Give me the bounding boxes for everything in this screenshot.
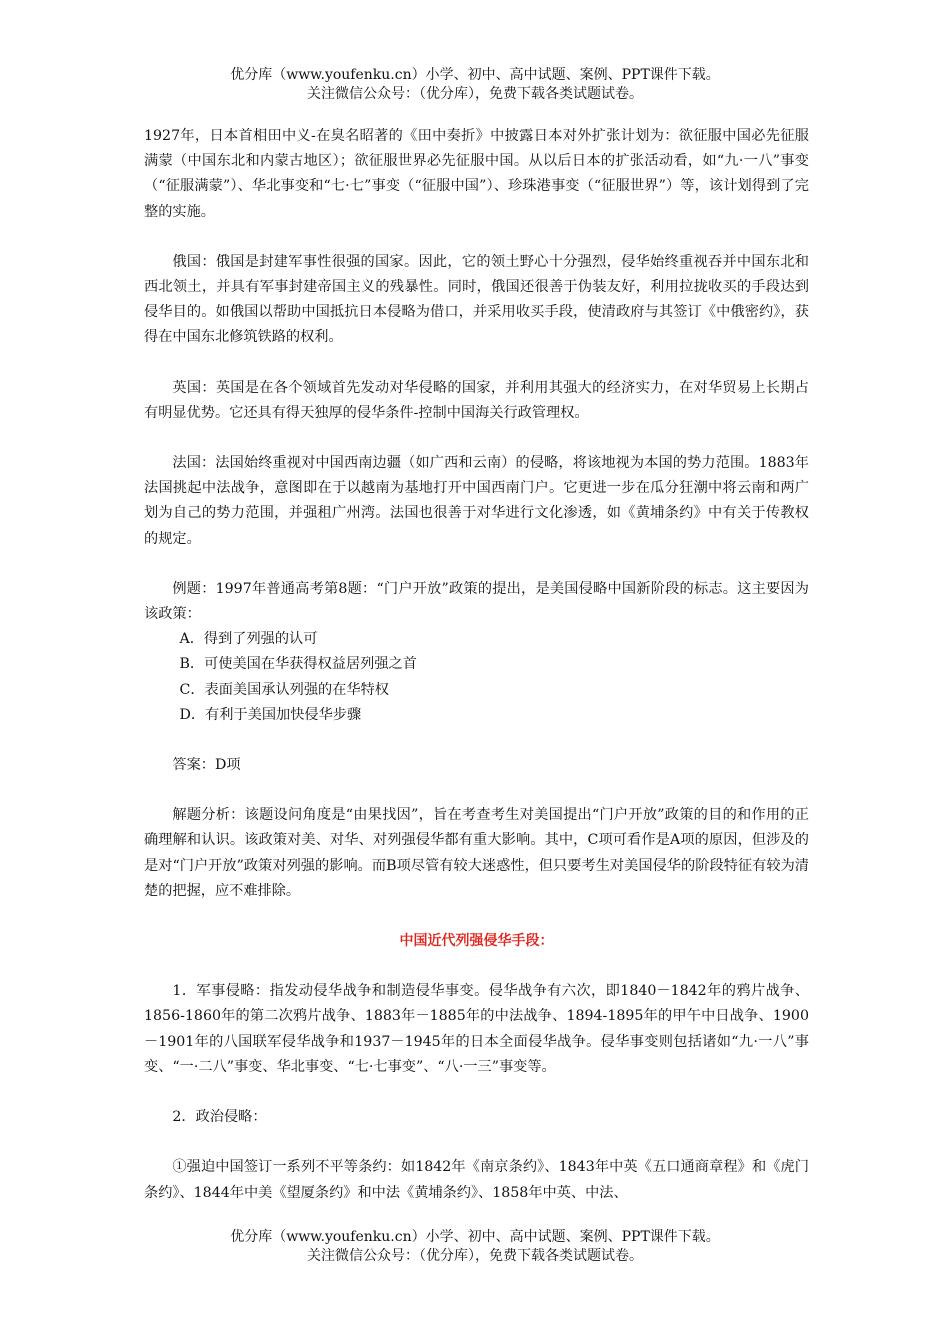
paragraph-france: 法国：法国始终重视对中国西南边疆（如广西和云南）的侵略，将该地视为本国的势力范围。1883年法国挑起中法战争，意图即在于以越南为基地打开中国西南门户。它更进一步在瓜分狂潮中将云南和两广划为自己的势力范围，并强租广州湾。法国也很善于对华进行文化渗透，如《黄埔条约》中有关于传教权的规定。 (144, 455, 809, 547)
option-d: D．有利于美国加快侵华步骤 (179, 706, 362, 723)
paragraph-japan: 1927年，日本首相田中义-在臭名昭著的《田中奏折》中披露日本对外扩张计划为：欲征服中国必先征服满蒙（中国东北和内蒙古地区）；欲征服世界必先征服中国。从以后日本的扩张活动看，如“九·一八”事变（“征服满蒙”）、华北事变和“七·七”事变（“征服中国”）、珍珠港事变（“征服世界”）等，该计划得到了完整的实施。 (144, 128, 809, 220)
option-c: C．表面美国承认列强的在华特权 (179, 681, 389, 698)
analysis: 解题分析：该题设问角度是“由果找因”，旨在考查考生对美国提出“门户开放”政策的目的和作用的正确理解和认识。该政策对美、对华、对列强侵华都有重大影响。其中，C项可看作是A项的原因，但涉及的是对“门户开放”政策对列强的影响。而B项尽管有较大迷惑性，但只要考生对美国侵华的阶段特征有较为清楚的把握，应不难排除。 (144, 807, 809, 899)
paragraph-political: 2．政治侵略： (172, 1109, 267, 1126)
footer-line-2: 关注微信公众号：（优分库），免费下载各类试题试卷。 (307, 1248, 643, 1264)
option-b: B．可使美国在华获得权益居列强之首 (179, 656, 417, 673)
answer-options (144, 627, 809, 728)
paragraph-russia: 俄国：俄国是封建军事性很强的国家。因此，它的领土野心十分强烈，侵华始终重视吞并中国东北和西北领土，并具有军事封建帝国主义的残暴性。同时，俄国还很善于伪装友好，利用拉拢收买的手段达到侵华目的。如俄国以帮助中国抵抗日本侵略为借口，并采用收买手段，使清政府与其签订《中俄密约》，获得在中国东北修筑铁路的权利。 (144, 253, 809, 346)
paragraph-treaties: ①强迫中国签订一系列不平等条约：如1842年《南京条约》、1843年中英《五口通商章程》和《虎门条约》、1844年中美《望厦条约》和中法《黄埔条约》、1858年中英、中法、 (144, 1159, 809, 1201)
document-body (144, 124, 809, 1206)
footer-line-1: 优分库（www.youfenku.cn）小学、初中、高中试题、案例、PPT课件下载。 (230, 1229, 720, 1245)
header-line-2: 关注微信公众号：（优分库），免费下载各类试题试卷。 (307, 86, 643, 102)
paragraph-britain: 英国：英国是在各个领域首先发动对华侵略的国家，并利用其强大的经济实力，在对华贸易上长期占有明显优势。它还具有得天独厚的侵华条件-控制中国海关行政管理权。 (144, 379, 809, 421)
paragraph-military: 1．军事侵略：指发动侵华战争和制造侵华事变。侵华战争有六次，即1840－1842年的鸦片战争、1856-1860年的第二次鸦片战争、1883年－1885年的中法战争、1894-1895年的甲午中日战争、1900－1901年的八国联军侵华战争和1937－1945年的日本全面侵华战争。侵华事变则包括诸如“九·一八”事变、“一·二八”事变、华北事变、“七·七事变”、“八·一三”事变等。 (144, 983, 809, 1075)
example-question: 例题：1997年普通高考第8题：“门户开放”政策的提出，是美国侵略中国新阶段的标志。这主要因为该政策： (144, 580, 809, 623)
page-header (0, 66, 950, 104)
option-a: A．得到了列强的认可 (179, 631, 318, 648)
page-footer (0, 1228, 950, 1266)
section-title: 中国近代列强侵华手段： (399, 933, 554, 950)
header-line-1: 优分库（www.youfenku.cn）小学、初中、高中试题、案例、PPT课件下载。 (230, 67, 720, 83)
answer: 答案：D项 (172, 757, 241, 774)
